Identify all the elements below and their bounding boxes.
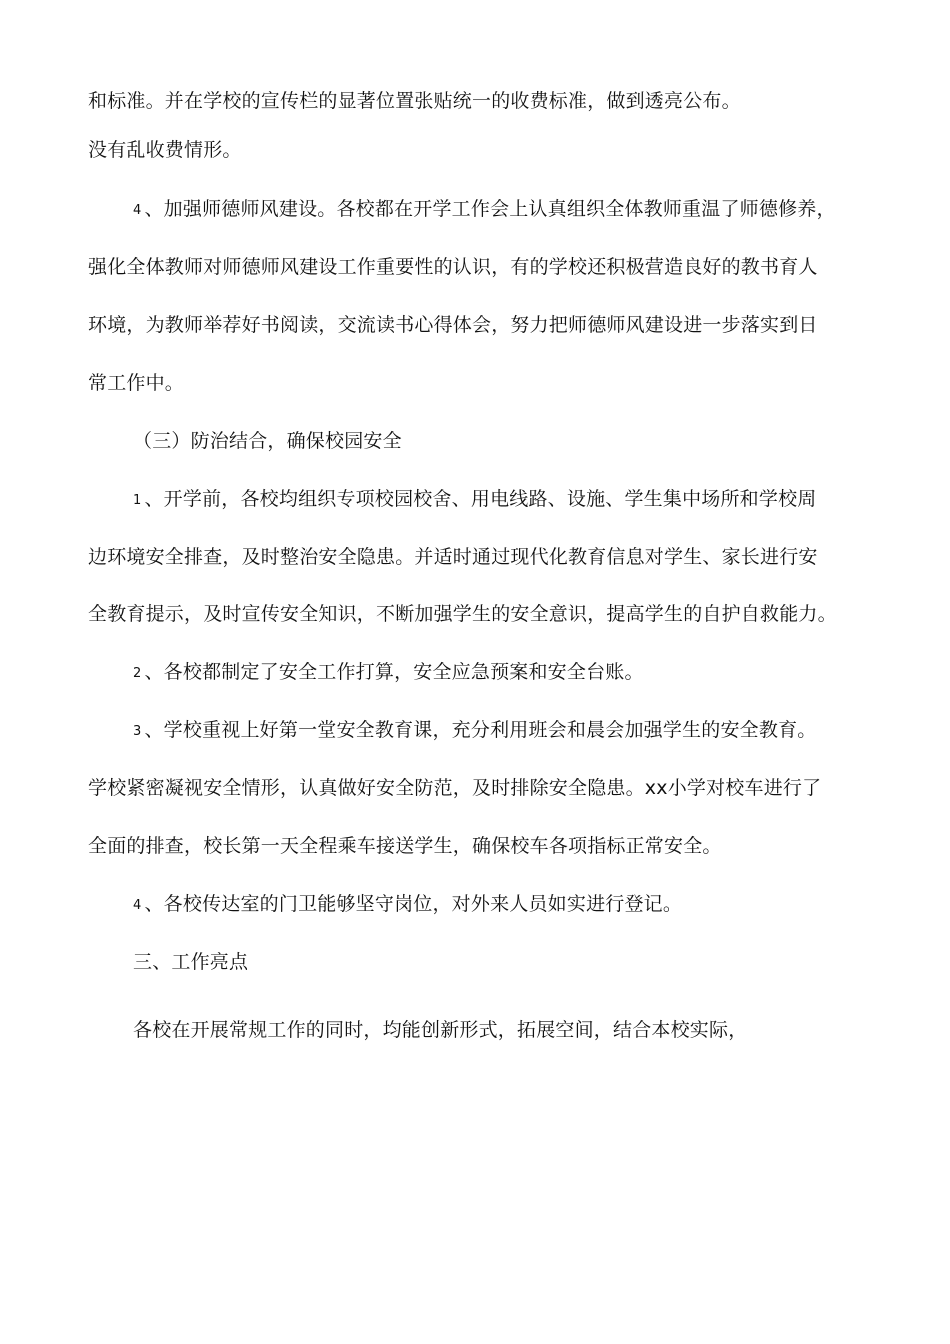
line-text: 学校紧密凝视安全情形，认真做好安全防范，及时排除安全隐患。xx小学对校车进行了 — [88, 777, 822, 799]
list-item-line — [133, 718, 817, 744]
line-text: 全面的排查，校长第一天全程乘车接送学生，确保校车各项指标正常安全。 — [88, 835, 722, 857]
list-number: 2 — [133, 666, 142, 681]
heading-text: 三、工作亮点 — [133, 951, 249, 973]
list-item-line — [133, 660, 644, 686]
line-text: 没有乱收费情形。 — [88, 139, 242, 161]
heading-text: （三）防治结合，确保校园安全 — [133, 430, 402, 452]
line-text: 、各校传达室的门卫能够坚守岗位，对外来人员如实进行登记。 — [144, 893, 683, 915]
line-text: 、各校都制定了安全工作打算，安全应急预案和安全台账。 — [144, 661, 644, 683]
list-item-line — [133, 197, 836, 223]
line-text: 各校在开展常规工作的同时，均能创新形式，拓展空间，结合本校实际， — [133, 1019, 748, 1041]
line-text: 、加强师德师风建设。各校都在开学工作会上认真组织全体教师重温了师德修养， — [144, 198, 836, 220]
line-text: 、开学前，各校均组织专项校园校舍、用电线路、设施、学生集中场所和学校周 — [144, 488, 817, 510]
line-text: 常工作中。 — [88, 372, 185, 394]
line-text: 边环境安全排查，及时整治安全隐患。并适时通过现代化教育信息对学生、家长进行安 — [88, 546, 818, 568]
line-text: 全教育提示，及时宣传安全知识，不断加强学生的安全意识，提高学生的自护自救能力。 — [88, 603, 837, 625]
paragraph-line — [88, 371, 184, 395]
list-item-line — [133, 487, 817, 513]
line-text: 、学校重视上好第一堂安全教育课，充分利用班会和晨会加强学生的安全教育。 — [144, 719, 817, 741]
list-number: 4 — [133, 898, 142, 913]
paragraph-line — [88, 834, 722, 858]
paragraph-line — [133, 1018, 747, 1042]
line-text: 强化全体教师对师德师风建设工作重要性的认识，有的学校还积极营造良好的教书育人 — [88, 256, 818, 278]
list-number: 1 — [133, 493, 142, 508]
paragraph-line — [88, 255, 818, 279]
paragraph-line — [88, 89, 741, 113]
line-text: 环境，为教师举荐好书阅读，交流读书心得体会，努力把师德师风建设进一步落实到日 — [88, 314, 818, 336]
section-heading — [133, 950, 248, 974]
list-number: 4 — [133, 203, 142, 218]
list-number: 3 — [133, 724, 142, 739]
paragraph-line — [88, 602, 837, 626]
section-heading — [133, 429, 402, 453]
paragraph-line — [88, 313, 818, 337]
paragraph-line — [88, 776, 821, 800]
list-item-line — [133, 892, 682, 918]
line-text: 和标准。并在学校的宣传栏的显著位置张贴统一的收费标准，做到透亮公布。 — [88, 90, 741, 112]
paragraph-line — [88, 138, 242, 162]
paragraph-line — [88, 545, 818, 569]
